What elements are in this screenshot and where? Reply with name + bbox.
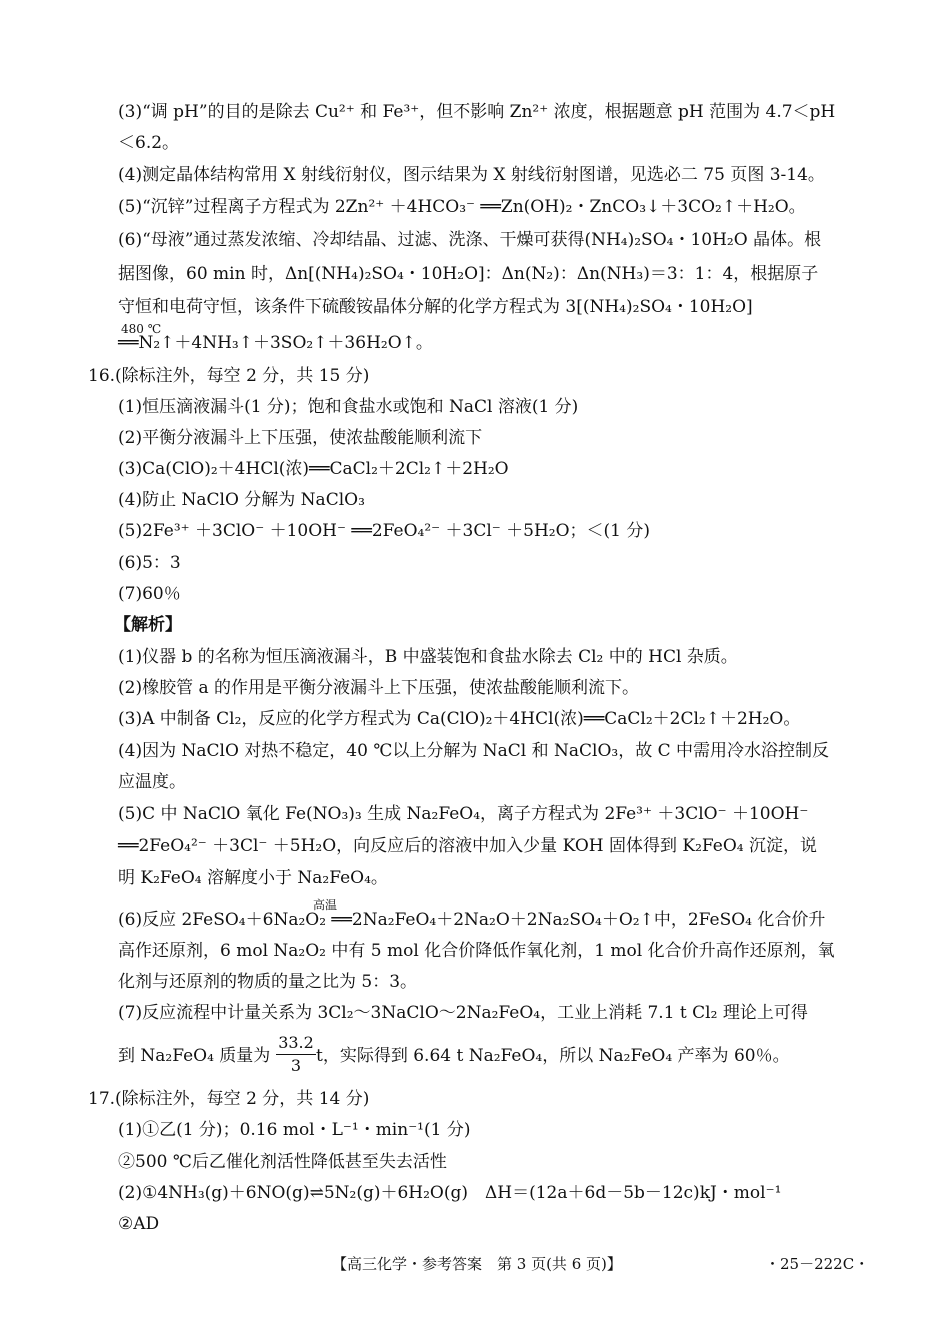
text-line: (5)“沉锌”过程离子方程式为 2Zn²⁺ ＋4HCO₃⁻ ══Zn(OH)₂・ZnCO₃↓＋3CO₂↑＋H₂O。 — [118, 197, 806, 217]
reaction-condition: 高温 — [313, 898, 338, 912]
page-code: ・25－222C・ — [765, 1255, 870, 1273]
text-line: ＜6.2。 — [118, 133, 180, 153]
text-line: 化剂与还原剂的物质的量之比为 5：3。 — [118, 972, 418, 992]
text-line: (6)5：3 — [118, 553, 181, 573]
text-line: (7)反应流程中计量关系为 3Cl₂～3NaClO～2Na₂FeO₄，工业上消耗 7.1 t Cl₂ 理论上可得 — [118, 1003, 808, 1023]
text-line: (4)防止 NaClO 分解为 NaClO₃ — [118, 490, 365, 510]
text-line: 应温度。 — [118, 772, 186, 792]
text-line: (6)反应 2FeSO₄＋6Na₂O₂ ══2Na₂FeO₄＋2Na₂O＋2Na₂SO₄＋O₂↑中，2FeSO₄ 化合价升 — [118, 910, 826, 930]
text-line: (2)橡胶管 a 的作用是平衡分液漏斗上下压强，使浓盐酸能顺利流下。 — [118, 678, 640, 698]
text-line: (1)恒压滴液漏斗(1 分)；饱和食盐水或饱和 NaCl 溶液(1 分) — [118, 397, 579, 417]
fraction-numerator: 33.2 — [278, 1033, 314, 1052]
text-line: (5)C 中 NaClO 氧化 Fe(NO₃)₃ 生成 Na₂FeO₄，离子方程式为 2Fe³⁺ ＋3ClO⁻ ＋10OH⁻ — [118, 804, 809, 824]
text-line: (5)2Fe³⁺ ＋3ClO⁻ ＋10OH⁻ ══2FeO₄²⁻ ＋3Cl⁻ ＋5H₂O；＜(1 分) — [118, 521, 651, 541]
text-line: ②500 ℃后乙催化剂活性降低甚至失去活性 — [118, 1152, 447, 1172]
page-footer: 【高三化学・参考答案 第 3 页(共 6 页)】 — [332, 1255, 622, 1273]
question-header: 16.(除标注外，每空 2 分，共 15 分) — [88, 366, 370, 386]
text-line: ══N₂↑＋4NH₃↑＋3SO₂↑＋36H₂O↑。 — [118, 333, 433, 353]
text-line: 到 Na₂FeO₄ 质量为 — [118, 1046, 271, 1066]
text-line: (1)仪器 b 的名称为恒压滴液漏斗，B 中盛装饱和食盐水除去 Cl₂ 中的 HCl 杂质。 — [118, 647, 738, 667]
text-line: (2)平衡分液漏斗上下压强，使浓盐酸能顺利流下 — [118, 428, 483, 448]
text-line: 明 K₂FeO₄ 溶解度小于 Na₂FeO₄。 — [118, 868, 388, 888]
text-line: ══2FeO₄²⁻ ＋3Cl⁻ ＋5H₂O，向反应后的溶液中加入少量 KOH 固体得到 K₂FeO₄ 沉淀，说 — [118, 836, 817, 856]
text-line: ②AD — [118, 1214, 160, 1234]
reaction-condition: 480 ℃ — [121, 322, 162, 336]
analysis-heading: 【解析】 — [114, 615, 182, 635]
text-line: 高作还原剂，6 mol Na₂O₂ 中有 5 mol 化合价降低作氧化剂，1 mol 化合价升高作还原剂，氧 — [118, 941, 835, 961]
text-line: (3)Ca(ClO)₂＋4HCl(浓)══CaCl₂＋2Cl₂↑＋2H₂O — [118, 459, 509, 479]
text-line: t，实际得到 6.64 t Na₂FeO₄，所以 Na₂FeO₄ 产率为 60％。 — [316, 1046, 790, 1066]
fraction-bar — [276, 1054, 316, 1055]
fraction-denominator: 3 — [290, 1056, 302, 1075]
text-line: (3)A 中制备 Cl₂，反应的化学方程式为 Ca(ClO)₂＋4HCl(浓)══CaCl₂＋2Cl₂↑＋2H₂O。 — [118, 709, 801, 729]
text-line: (1)①乙(1 分)；0.16 mol・L⁻¹・min⁻¹(1 分) — [118, 1120, 471, 1140]
text-line: (4)因为 NaClO 对热不稳定，40 ℃以上分解为 NaCl 和 NaClO₃，故 C 中需用冷水浴控制反 — [118, 741, 830, 761]
text-line: (2)①4NH₃(g)＋6NO(g)⇌5N₂(g)＋6H₂O(g) ΔH＝(12a＋6d－5b－12c)kJ・mol⁻¹ — [118, 1183, 782, 1203]
text-line: (7)60％ — [118, 584, 181, 604]
text-line: 据图像，60 min 时，Δn[(NH₄)₂SO₄・10H₂O]：Δn(N₂)：Δn(NH₃)＝3：1：4，根据原子 — [118, 264, 819, 284]
question-header: 17.(除标注外，每空 2 分，共 14 分) — [88, 1089, 370, 1109]
text-line: 守恒和电荷守恒，该条件下硫酸铵晶体分解的化学方程式为 3[(NH₄)₂SO₄・10H₂O] — [118, 297, 753, 317]
text-line: (4)测定晶体结构常用 X 射线衍射仪，图示结果为 X 射线衍射图谱，见选必二 75 页图 3-14。 — [118, 165, 825, 185]
text-line: (6)“母液”通过蒸发浓缩、冷却结晶、过滤、洗涤、干燥可获得(NH₄)₂SO₄・10H₂O 晶体。根 — [118, 230, 822, 250]
text-line: (3)“调 pH”的目的是除去 Cu²⁺ 和 Fe³⁺，但不影响 Zn²⁺ 浓度，根据题意 pH 范围为 4.7＜pH — [118, 102, 836, 122]
